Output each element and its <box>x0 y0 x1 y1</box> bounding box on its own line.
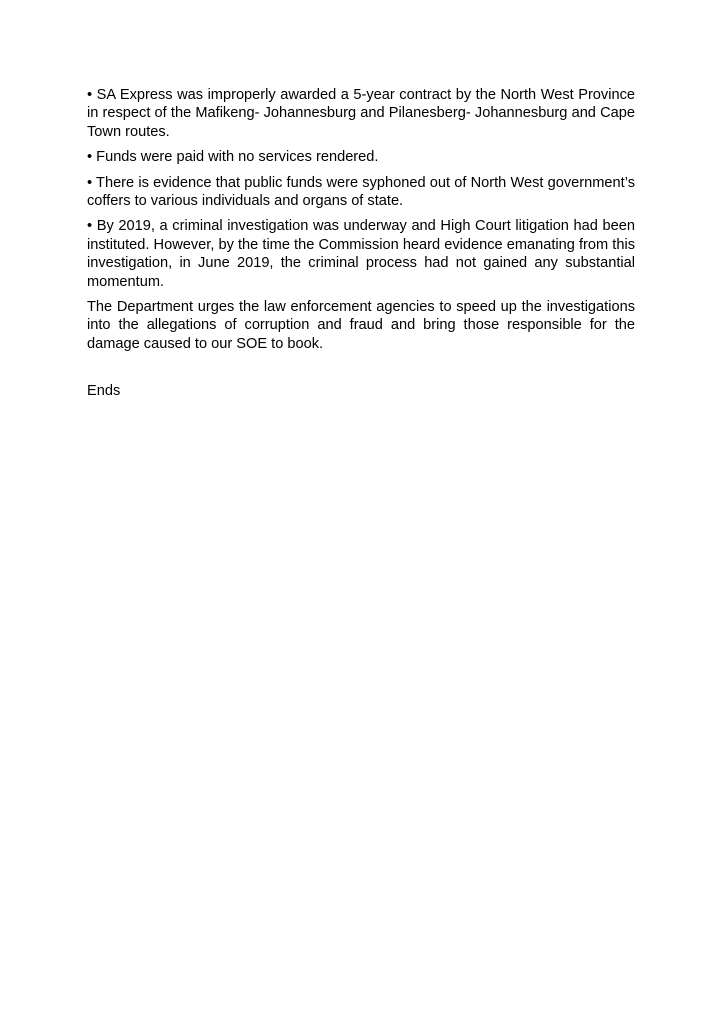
bullet-paragraph-criminal-investigation: • By 2019, a criminal investigation was underway and High Court litigation had been instituted. However, by the time the Commission heard evidence emanating from this investigation, in June 2019, the criminal process had not gained any substantial momentum. <box>87 218 635 290</box>
bullet-paragraph-sa-express-contract: • SA Express was improperly awarded a 5-year contract by the North West Province in respect of the Mafikeng- Johannesburg and Pilanesberg- Johannesburg and Cape Town routes. <box>87 87 635 140</box>
bullet-paragraph-funds-paid: • Funds were paid with no services rendered. <box>87 149 379 166</box>
ends-text: Ends <box>87 383 121 400</box>
document-body <box>87 86 635 408</box>
closing-paragraph: The Department urges the law enforcement agencies to speed up the investigations into the allegations of corruption and fraud and bring those responsible for the damage caused to our SOE to book. <box>87 299 635 352</box>
bullet-paragraph-public-funds: • There is evidence that public funds were syphoned out of North West government’s coffers to various individuals and organs of state. <box>87 174 635 210</box>
